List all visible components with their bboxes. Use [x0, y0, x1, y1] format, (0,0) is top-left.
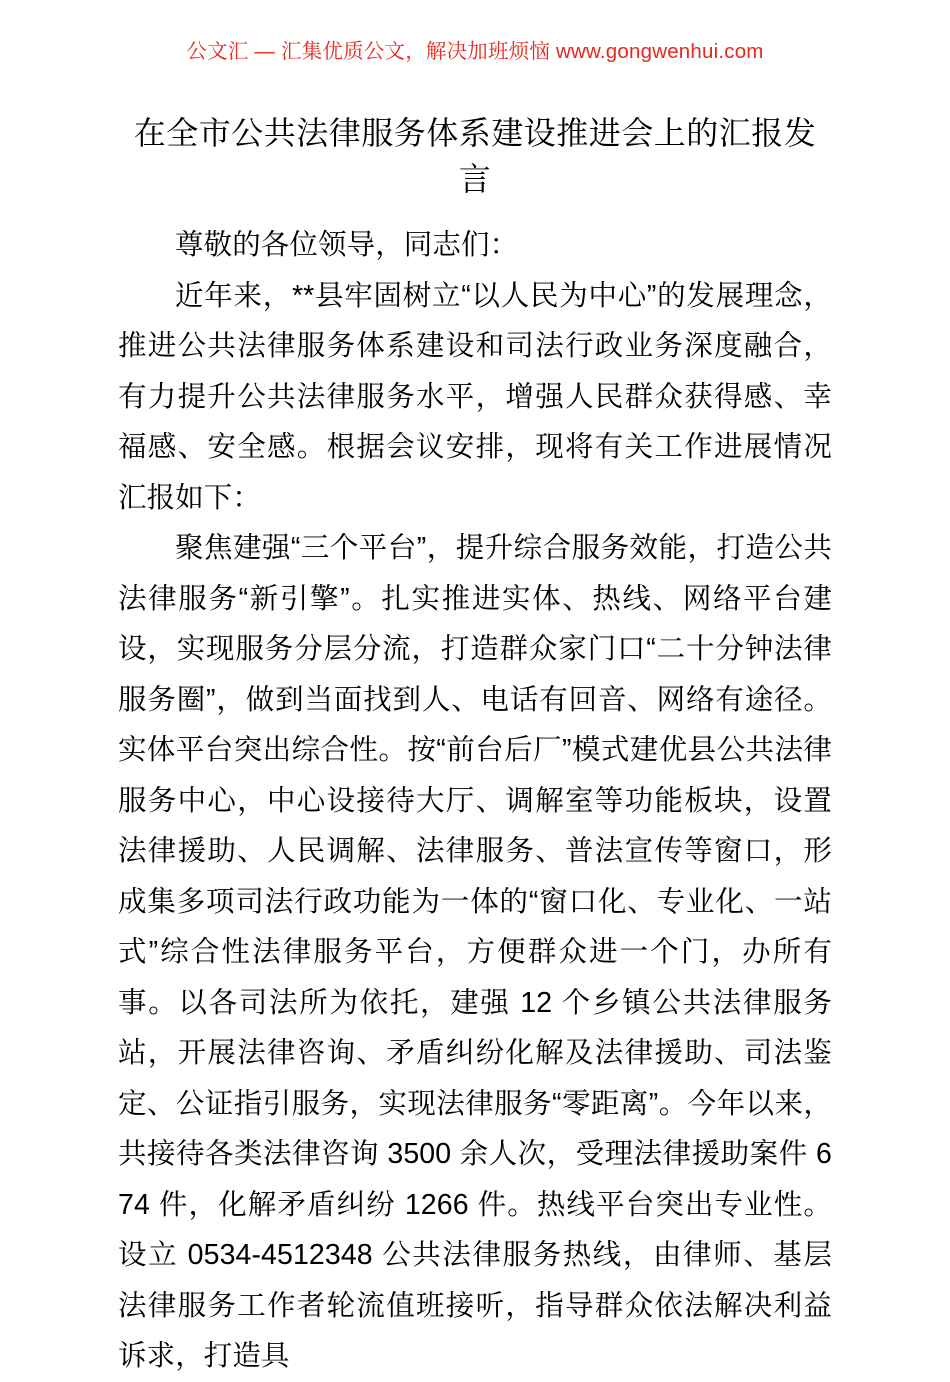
site-watermark-banner [0, 0, 950, 104]
watermark-text: 公文汇 — 汇集优质公文，解决加班烦恼 www.gongwenhui.com [186, 39, 764, 63]
body-paragraph-1: 近年来，**县牢固树立“以人民为中心”的发展理念，推进公共法律服务体系建设和司法行政业务深度融合，有力提升公共法律服务水平，增强人民群众获得感、幸福感、安全感。根据会议安排，现将有关工作进展情况汇报如下： [118, 279, 832, 514]
body-paragraph-2: 聚焦建强“三个平台”，提升综合服务效能，打造公共法律服务“新引擎”。扎实推进实体、热线、网络平台建设，实现服务分层分流，打造群众家门口“二十分钟法律服务圈”，做到当面找到人、电话有回音、网络有途径。实体平台突出综合性。按“前台后厂”模式建优县公共法律服务中心，中心设接待大厅、调解室等功能板块，设置法律援助、人民调解、法律服务、普法宣传等窗口，形成集多项司法行政功能为一体的“窗口化、专业化、一站式”综合性法律服务平台，方便群众进一个门，办所有事。以各司法所为依托，建强 12 个乡镇公共法律服务站，开展法律咨询、矛盾纠纷化解及法律援助、司法鉴定、公证指引服务，实现法律服务“零距离”。今年以来，共接待各类法律咨询 3500 余人次，受理法律援助案件 674 件，化解矛盾纠纷 1266 件。热线平台突出专业性。设立 0534-4512348 公共法律服务热线，由律师、基层法律服务工作者轮流值班接听，指导群众依法解决利益诉求，打造具 [118, 532, 832, 1372]
document-title: 在全市公共法律服务体系建设推进会上的汇报发言 [133, 115, 817, 197]
salutation-paragraph: 尊敬的各位领导，同志们： [175, 229, 519, 261]
document-content [118, 104, 832, 1382]
